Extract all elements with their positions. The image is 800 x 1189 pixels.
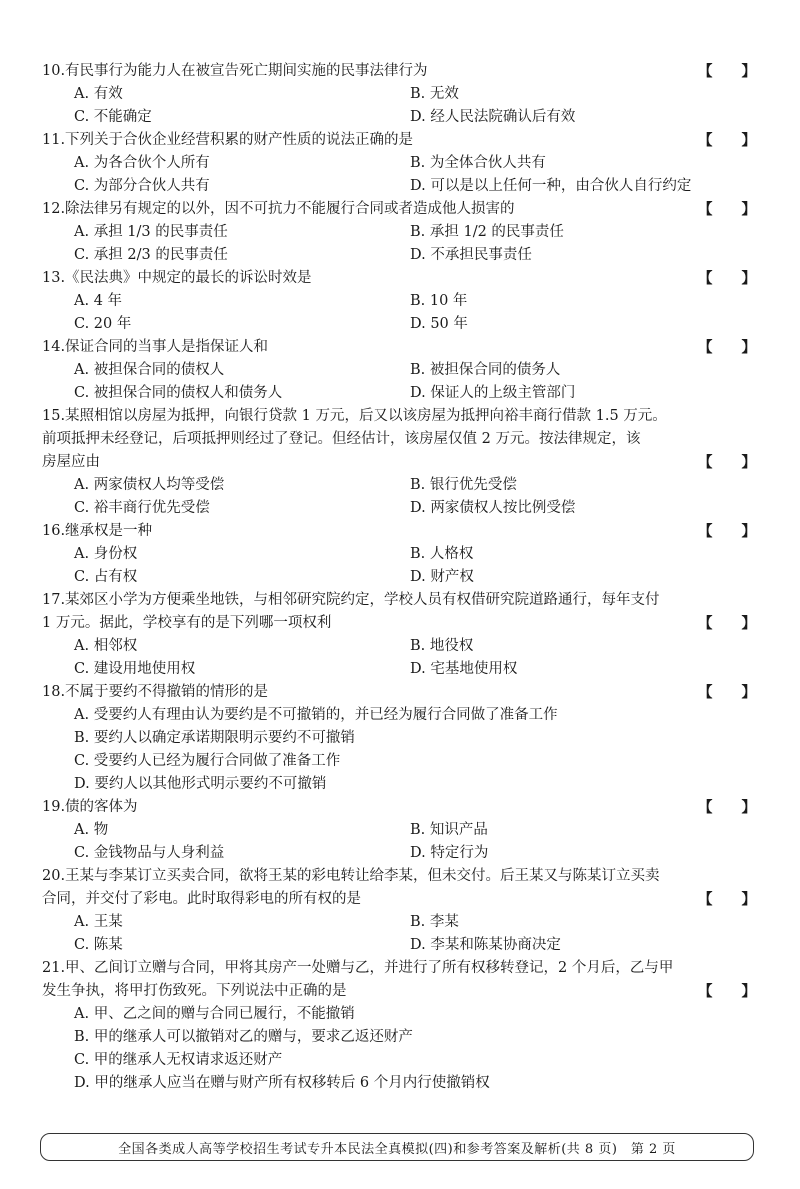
answer-option: D. 李某和陈某协商决定	[410, 937, 561, 953]
answer-option: A. 王某	[74, 914, 123, 930]
question-stem-line	[42, 888, 758, 911]
answer-option: B. 地役权	[410, 638, 474, 654]
question-stem-text: 10.有民事行为能力人在被宣告死亡期间实施的民事法律行为	[42, 63, 428, 79]
answer-option: D. 宅基地使用权	[410, 661, 518, 677]
answer-bracket: 【 】	[698, 983, 756, 1000]
answer-option: C. 承担 2/3 的民事责任	[74, 247, 228, 263]
answer-option: C. 被担保合同的债权人和债务人	[74, 385, 283, 401]
question-stem-text: 11.下列关于合伙企业经营积累的财产性质的说法正确的是	[42, 132, 414, 148]
question-item	[42, 520, 758, 589]
question-item	[42, 589, 758, 681]
answer-option: D. 50 年	[410, 316, 468, 332]
option-group	[42, 819, 758, 865]
answer-option: D. 特定行为	[410, 845, 489, 861]
option-group	[42, 911, 758, 957]
question-stem-line	[42, 957, 758, 980]
answer-option: A. 承担 1/3 的民事责任	[74, 224, 228, 240]
question-item	[42, 865, 758, 957]
answer-option: A. 两家债权人均等受偿	[74, 477, 225, 493]
option-group	[42, 221, 758, 267]
answer-bracket: 【 】	[698, 684, 756, 701]
answer-option: C. 受要约人已经为履行合同做了准备工作	[74, 753, 341, 769]
question-stem-line	[42, 796, 758, 819]
question-item	[42, 957, 758, 1095]
answer-bracket: 【 】	[698, 270, 756, 287]
question-stem-line	[42, 198, 758, 221]
answer-bracket: 【 】	[698, 132, 756, 149]
answer-option: B. 无效	[410, 86, 459, 102]
option-group	[42, 704, 758, 796]
question-item	[42, 336, 758, 405]
answer-option: D. 两家债权人按比例受偿	[410, 500, 576, 516]
question-stem-text: 18.不属于要约不得撤销的情形的是	[42, 684, 269, 700]
question-stem-text: 15.某照相馆以房屋为抵押，向银行贷款 1 万元，后又以该房屋为抵押向裕丰商行借款 1.5 万元。	[42, 408, 667, 424]
answer-bracket: 【 】	[698, 891, 756, 908]
answer-option: C. 占有权	[74, 569, 138, 585]
question-item	[42, 267, 758, 336]
answer-option: C. 20 年	[74, 316, 132, 332]
question-list	[42, 60, 758, 1095]
question-item	[42, 405, 758, 520]
question-stem-line	[42, 589, 758, 612]
question-stem-line	[42, 267, 758, 290]
option-group	[42, 152, 758, 198]
answer-bracket: 【 】	[698, 454, 756, 471]
question-stem-text: 13.《民法典》中规定的最长的诉讼时效是	[42, 270, 312, 286]
answer-option: A. 为各合伙个人所有	[74, 155, 210, 171]
question-stem-text: 12.除法律另有规定的以外，因不可抗力不能履行合同或者造成他人损害的	[42, 201, 515, 217]
option-group	[42, 1003, 758, 1095]
question-stem-line	[42, 865, 758, 888]
question-stem-text: 17.某郊区小学为方便乘坐地铁，与相邻研究院约定，学校人员有权借研究院道路通行，每年支付	[42, 592, 660, 608]
question-item	[42, 129, 758, 198]
answer-option: B. 银行优先受偿	[410, 477, 517, 493]
question-stem-text: 合同，并交付了彩电。此时取得彩电的所有权的是	[42, 891, 361, 907]
answer-option: C. 不能确定	[74, 109, 152, 125]
question-stem-line	[42, 681, 758, 704]
answer-option: C. 陈某	[74, 937, 123, 953]
answer-option: C. 为部分合伙人共有	[74, 178, 210, 194]
option-group	[42, 83, 758, 129]
question-stem-text: 21.甲、乙间订立赠与合同，甲将其房产一处赠与乙，并进行了所有权移转登记，2 个月后，乙与甲	[42, 960, 674, 976]
question-stem-line	[42, 980, 758, 1003]
question-item	[42, 60, 758, 129]
answer-bracket: 【 】	[698, 339, 756, 356]
question-stem-line	[42, 428, 758, 451]
question-stem-text: 20.王某与李某订立买卖合同，欲将王某的彩电转让给李某，但未交付。后王某又与陈某订立买卖	[42, 868, 660, 884]
answer-bracket: 【 】	[698, 201, 756, 218]
answer-option: D. 财产权	[410, 569, 474, 585]
question-stem-line	[42, 451, 758, 474]
answer-option: A. 物	[74, 822, 109, 838]
question-stem-text: 16.继承权是一种	[42, 523, 153, 539]
answer-option: B. 为全体合伙人共有	[410, 155, 546, 171]
answer-bracket: 【 】	[698, 63, 756, 80]
answer-bracket: 【 】	[698, 523, 756, 540]
question-stem-line	[42, 612, 758, 635]
question-item	[42, 681, 758, 796]
question-stem-text: 房屋应由	[42, 454, 100, 470]
question-stem-line	[42, 405, 758, 428]
answer-option: B. 知识产品	[410, 822, 488, 838]
answer-option: A. 受要约人有理由认为要约是不可撤销的，并已经为履行合同做了准备工作	[74, 707, 558, 723]
answer-option: A. 有效	[74, 86, 123, 102]
question-stem-line	[42, 60, 758, 83]
question-stem-text: 19.债的客体为	[42, 799, 138, 815]
question-stem-line	[42, 336, 758, 359]
option-group	[42, 635, 758, 681]
answer-option: B. 承担 1/2 的民事责任	[410, 224, 564, 240]
answer-option: B. 要约人以确定承诺期限明示要约不可撤销	[74, 730, 355, 746]
answer-option: D. 要约人以其他形式明示要约不可撤销	[74, 776, 327, 792]
option-group	[42, 359, 758, 405]
answer-option: C. 金钱物品与人身利益	[74, 845, 225, 861]
answer-option: C. 裕丰商行优先受偿	[74, 500, 210, 516]
question-stem-text: 14.保证合同的当事人是指保证人和	[42, 339, 269, 355]
option-group	[42, 543, 758, 589]
answer-option: C. 甲的继承人无权请求返还财产	[74, 1052, 283, 1068]
answer-option: B. 人格权	[410, 546, 474, 562]
answer-option: D. 可以是以上任何一种，由合伙人自行约定	[410, 178, 692, 194]
question-stem-text: 1 万元。据此，学校享有的是下列哪一项权利	[42, 615, 332, 631]
question-stem-line	[42, 520, 758, 543]
answer-option: B. 10 年	[410, 293, 468, 309]
answer-option: A. 4 年	[74, 293, 123, 309]
answer-bracket: 【 】	[698, 615, 756, 632]
question-item	[42, 198, 758, 267]
question-stem-text: 前项抵押未经登记，后项抵押则经过了登记。但经估计，该房屋仅值 2 万元。按法律规定，该	[42, 431, 641, 447]
answer-option: A. 甲、乙之间的赠与合同已履行，不能撤销	[74, 1006, 355, 1022]
answer-option: C. 建设用地使用权	[74, 661, 196, 677]
question-stem-text: 发生争执，将甲打伤致死。下列说法中正确的是	[42, 983, 347, 999]
answer-option: D. 保证人的上级主管部门	[410, 385, 576, 401]
answer-option: D. 经人民法院确认后有效	[410, 109, 576, 125]
option-group	[42, 474, 758, 520]
question-stem-line	[42, 129, 758, 152]
answer-option: A. 被担保合同的债权人	[74, 362, 225, 378]
answer-option: D. 不承担民事责任	[410, 247, 532, 263]
answer-option: B. 甲的继承人可以撤销对乙的赠与，要求乙返还财产	[74, 1029, 413, 1045]
answer-bracket: 【 】	[698, 799, 756, 816]
answer-option: D. 甲的继承人应当在赠与财产所有权移转后 6 个月内行使撤销权	[74, 1075, 490, 1091]
answer-option: A. 相邻权	[74, 638, 138, 654]
page-footer	[40, 1133, 754, 1161]
answer-option: A. 身份权	[74, 546, 138, 562]
option-group	[42, 290, 758, 336]
footer-text: 全国各类成人高等学校招生考试专升本民法全真模拟(四)和参考答案及解析(共 8 页) 第 2 页	[118, 1141, 676, 1157]
question-item	[42, 796, 758, 865]
answer-option: B. 李某	[410, 914, 459, 930]
answer-option: B. 被担保合同的债务人	[410, 362, 561, 378]
